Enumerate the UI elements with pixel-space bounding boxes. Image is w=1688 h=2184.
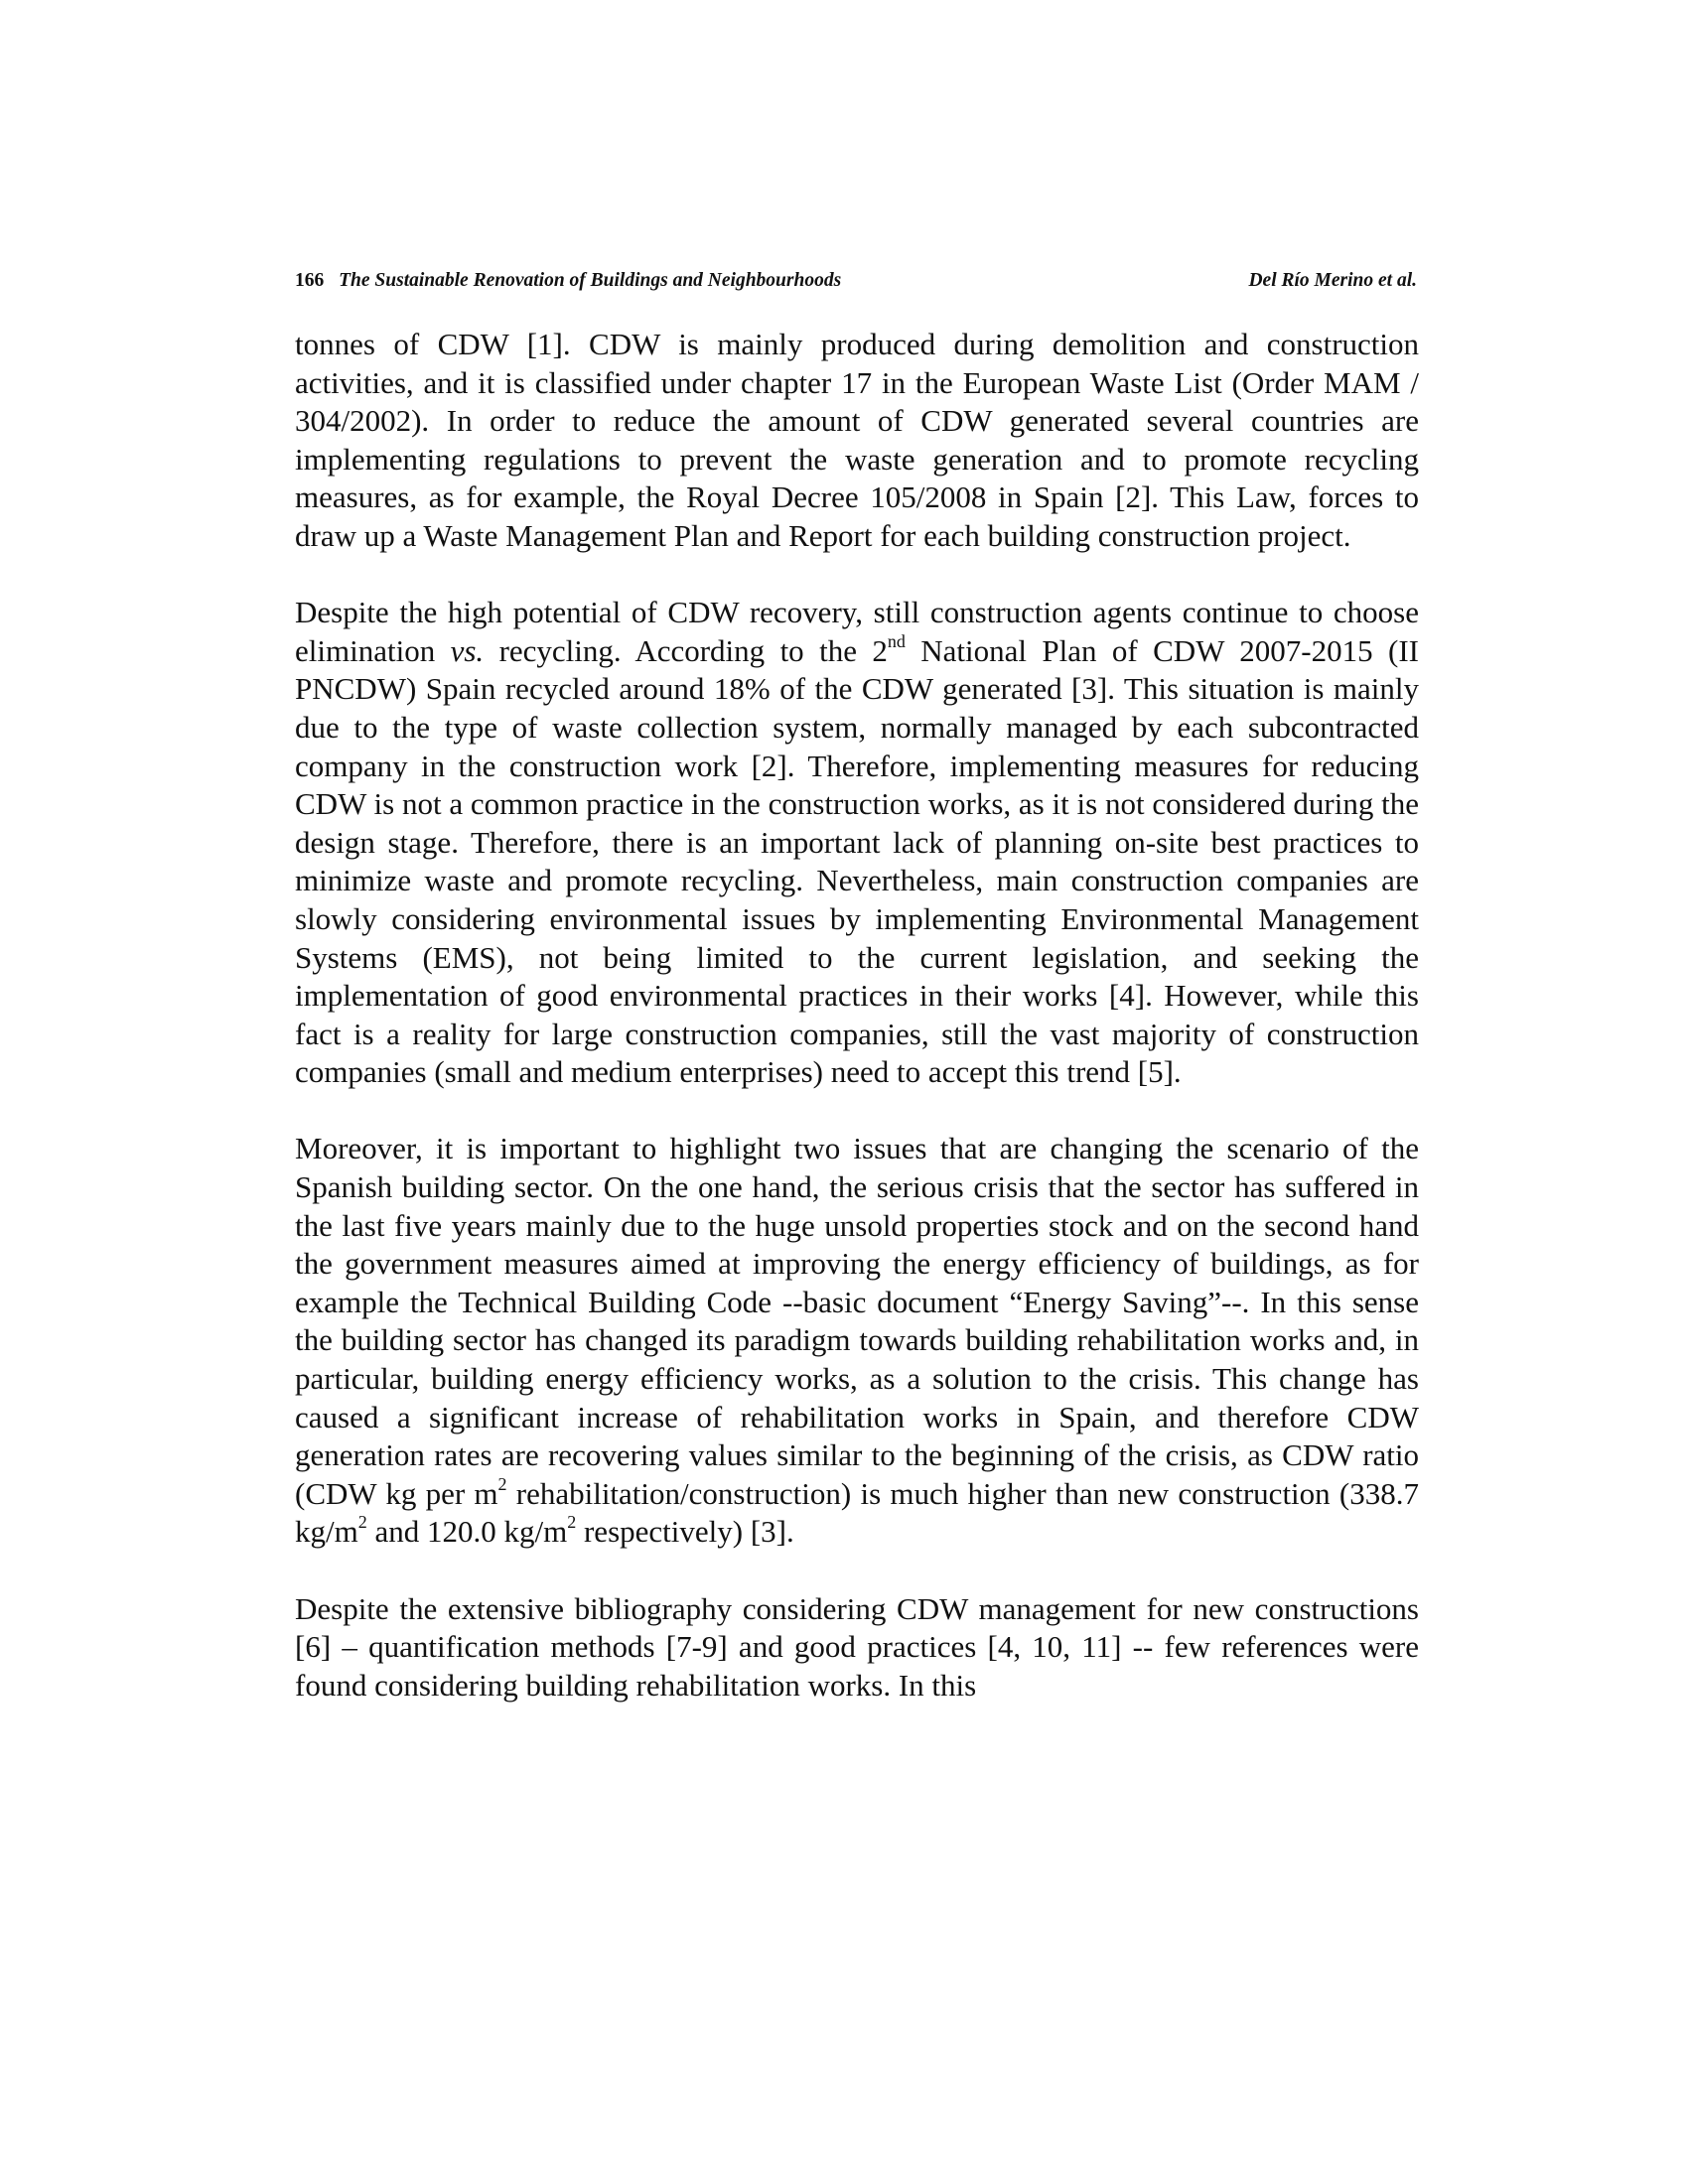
italic-text: vs. bbox=[450, 632, 485, 668]
text-run: recycling. According to the 2 bbox=[484, 632, 888, 668]
page-number: 166 bbox=[295, 270, 325, 291]
text-run: Despite the high potential of CDW recovery, still construction agents continue to choose elimination bbox=[295, 595, 1419, 668]
text-run: rehabilitation/construction) is much higher than new construction (338.7 kg/m bbox=[295, 1475, 1419, 1550]
paragraph-4: Despite the extensive bibliography considering CDW management for new constructions [6] – quantification methods [7-9] and good practices [4, 10, 11] -- few references were found considering building rehabilitation works. In this bbox=[295, 1590, 1419, 1703]
paragraph-3 bbox=[295, 1130, 1419, 1552]
paragraph-2 bbox=[295, 594, 1419, 1092]
authors: Del Río Merino et al. bbox=[1248, 270, 1417, 291]
body-text bbox=[295, 326, 1419, 1705]
header-left bbox=[295, 270, 841, 292]
superscript: 2 bbox=[357, 1512, 367, 1533]
superscript: nd bbox=[887, 630, 906, 651]
running-header bbox=[295, 270, 1417, 292]
book-title: The Sustainable Renovation of Buildings and Neighbourhoods bbox=[339, 270, 842, 291]
superscript: 2 bbox=[497, 1473, 507, 1494]
text-run: Moreover, it is important to highlight two issues that are changing the scenario of the Spanish building sector. On the one hand, the serious crisis that the sector has suffered in the last five years mainly due to the huge unsold properties stock and on the second hand the government measures aimed at improving the energy efficiency of buildings, as for example the Technical Building Code --basic document “Energy Saving”--. In this sense the building sector has changed its paradigm towards building rehabilitation works and, in particular, building energy efficiency works, as a solution to the crisis. This change has caused a significant increase of rehabilitation works in Spain, and therefore CDW generation rates are recovering values similar to the beginning of the crisis, as CDW ratio (CDW kg per m bbox=[295, 1131, 1419, 1511]
text-run: respectively) [3]. bbox=[576, 1514, 794, 1550]
superscript: 2 bbox=[567, 1512, 577, 1533]
text-run: National Plan of CDW 2007-2015 (II PNCDW) Spain recycled around 18% of the CDW generated [3]. This situation is mainly due to the type of waste collection system, normally managed by each subcontracted company in the construction work [2]. Therefore, implementing measures for reducing CDW is not a common practice in the construction works, as it is not considered during the design stage. Therefore, there is an important lack of planning on-site best practices to minimize waste and promote recycling. Nevertheless, main construction companies are slowly considering environmental issues by implementing Environmental Management Systems (EMS), not being limited to the current legislation, and seeking the implementation of good environmental practices in their works [4]. However, while this fact is a reality for large construction companies, still the vast majority of construction companies (small and medium enterprises) need to accept this trend [5]. bbox=[295, 632, 1419, 1090]
text-run: and 120.0 kg/m bbox=[366, 1514, 568, 1550]
paragraph-1: tonnes of CDW [1]. CDW is mainly produced during demolition and construction activities, and it is classified under chapter 17 in the European Waste List (Order MAM / 304/2002). In order to reduce the amount of CDW generated several countries are implementing regulations to prevent the waste generation and to promote recycling measures, as for example, the Royal Decree 105/2008 in Spain [2]. This Law, forces to draw up a Waste Management Plan and Report for each building construction project. bbox=[295, 327, 1419, 553]
